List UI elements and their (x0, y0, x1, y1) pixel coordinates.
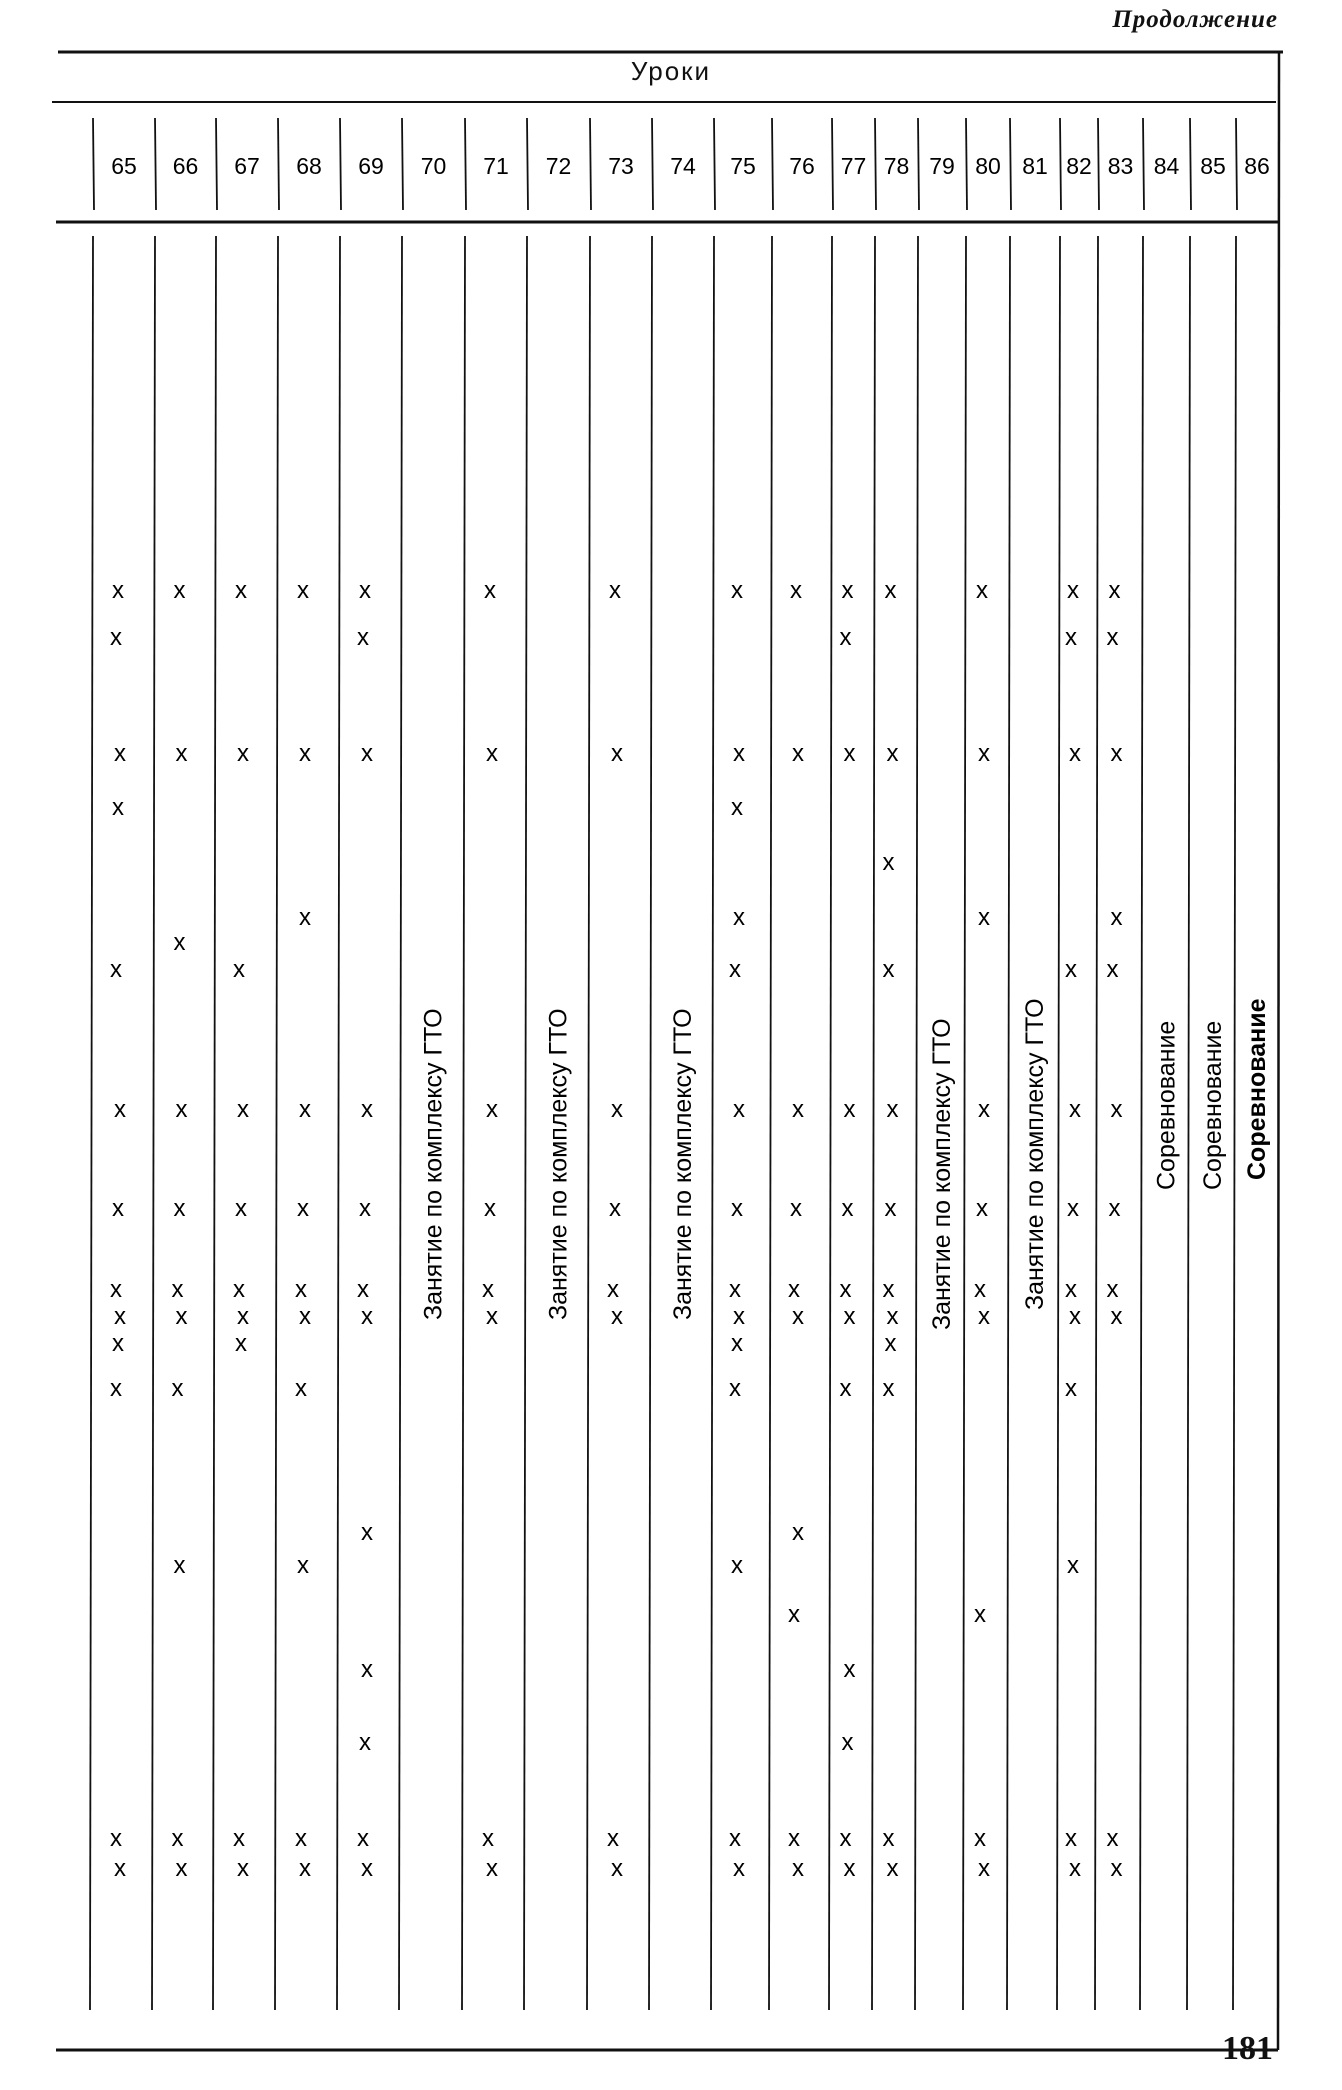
cell-mark: x (839, 624, 852, 651)
cell-mark: x (733, 1096, 745, 1123)
lesson-number-81: 81 (1022, 153, 1048, 179)
cell-mark: x (1065, 1276, 1077, 1303)
cell-mark: x (235, 1330, 247, 1357)
cell-mark: x (607, 1276, 619, 1303)
cell-mark: x (886, 1303, 899, 1330)
cell-mark: x (884, 1330, 897, 1357)
cell-mark: x (733, 904, 745, 931)
cell-mark: x (1065, 956, 1077, 983)
cell-mark: x (114, 1096, 126, 1123)
cell-mark: x (361, 1519, 373, 1546)
cell-mark: x (110, 1276, 122, 1303)
cell-mark: x (295, 1276, 307, 1303)
column-rule (399, 236, 402, 2010)
header-column-rule (93, 118, 94, 210)
cell-mark: x (1065, 624, 1077, 651)
cell-mark: x (1067, 1552, 1079, 1579)
cell-mark: x (978, 740, 990, 767)
cell-mark: x (110, 1375, 122, 1402)
lesson-number-79: 79 (929, 153, 955, 179)
cell-mark: x (173, 1552, 186, 1579)
cell-mark: x (788, 1825, 800, 1852)
cell-mark: x (1069, 1303, 1081, 1330)
lesson-number-85: 85 (1200, 153, 1226, 179)
cell-mark: x (790, 1195, 802, 1222)
header-column-rule (1098, 118, 1099, 210)
column-rule (1140, 236, 1143, 2010)
cell-mark: x (731, 794, 743, 821)
cell-mark: x (173, 1195, 186, 1222)
cell-mark: x (1069, 1096, 1081, 1123)
header-column-rule (652, 118, 653, 210)
cell-mark: x (235, 577, 247, 604)
cell-mark: x (843, 1656, 856, 1683)
cell-mark: x (731, 1552, 743, 1579)
cell-mark: x (112, 1195, 124, 1222)
cell-mark: x (486, 1855, 498, 1882)
cell-mark: x (1106, 624, 1119, 651)
column-rule (769, 236, 772, 2010)
cell-mark: x (173, 929, 186, 956)
page-number: 181 (1222, 2030, 1273, 2067)
cell-mark: x (733, 740, 745, 767)
column-rule (462, 236, 465, 2010)
cell-mark: x (361, 1855, 373, 1882)
lesson-number-66: 66 (172, 153, 199, 179)
cell-mark: x (792, 1096, 804, 1123)
lesson-number-67: 67 (234, 153, 260, 179)
cell-mark: x (361, 740, 373, 767)
cell-mark: x (882, 1276, 895, 1303)
cell-mark: x (295, 1825, 307, 1852)
cell-mark: x (733, 1303, 745, 1330)
cell-mark: x (609, 577, 621, 604)
column-rule (711, 236, 714, 2010)
cell-mark: x (978, 904, 990, 931)
table-title: Уроки (630, 56, 712, 86)
cell-mark: x (233, 1276, 245, 1303)
cell-mark: x (175, 1096, 188, 1123)
cell-mark: x (976, 1195, 988, 1222)
lesson-number-80: 80 (975, 153, 1001, 179)
cell-mark: x (359, 577, 371, 604)
column-rule (829, 236, 832, 2010)
cell-mark: x (361, 1096, 373, 1123)
cell-mark: x (299, 1855, 311, 1882)
cell-mark: x (112, 577, 124, 604)
cell-mark: x (839, 1276, 852, 1303)
cell-mark: x (297, 1552, 309, 1579)
cell-mark: x (357, 624, 369, 651)
cell-mark: x (1110, 1303, 1123, 1330)
lesson-number-65: 65 (111, 153, 137, 179)
column-rule (587, 236, 590, 2010)
cell-mark: x (175, 1855, 188, 1882)
cell-mark: x (235, 1195, 247, 1222)
cell-mark: x (295, 1375, 307, 1402)
vertical-note-79: Занятие по комплексу ГТО (928, 1018, 956, 1330)
lesson-number-78: 78 (883, 153, 910, 179)
cell-mark: x (486, 1096, 498, 1123)
cell-mark: x (882, 1825, 895, 1852)
column-rule (1007, 236, 1010, 2010)
cell-mark: x (361, 1303, 373, 1330)
lesson-number-76: 76 (789, 153, 815, 179)
cell-mark: x (112, 1330, 124, 1357)
cell-mark: x (607, 1825, 619, 1852)
header-column-rule (340, 118, 341, 210)
cell-mark: x (175, 1303, 188, 1330)
cell-mark: x (788, 1276, 800, 1303)
cell-mark: x (299, 1303, 311, 1330)
cell-mark: x (974, 1276, 986, 1303)
cell-mark: x (173, 577, 186, 604)
header-column-rule (875, 118, 876, 210)
cell-mark: x (1067, 577, 1079, 604)
cell-mark: x (729, 1825, 741, 1852)
cell-mark: x (1106, 1276, 1119, 1303)
cell-mark: x (114, 1303, 126, 1330)
vertical-note-70: Занятие по комплексу ГТО (419, 1008, 448, 1320)
header-column-rule (465, 118, 466, 210)
cell-mark: x (233, 1825, 245, 1852)
cell-mark: x (110, 956, 122, 983)
cell-mark: x (978, 1096, 990, 1123)
header-column-rule (966, 118, 967, 210)
cell-mark: x (110, 1825, 122, 1852)
cell-mark: x (171, 1825, 184, 1852)
cell-mark: x (792, 1855, 804, 1882)
cell-mark: x (792, 1303, 804, 1330)
cell-mark: x (611, 1303, 623, 1330)
column-rule (1233, 236, 1236, 2010)
cell-mark: x (484, 1195, 496, 1222)
header-column-rule (590, 118, 591, 210)
column-rule (649, 236, 652, 2010)
lesson-number-83: 83 (1107, 153, 1134, 179)
cell-mark: x (729, 956, 741, 983)
column-rule (1057, 236, 1060, 2010)
cell-mark: x (357, 1276, 369, 1303)
cell-mark: x (299, 1096, 311, 1123)
cell-mark: x (611, 1096, 623, 1123)
cell-mark: x (609, 1195, 621, 1222)
cell-mark: x (171, 1276, 184, 1303)
cell-mark: x (112, 794, 124, 821)
header-column-rule (278, 118, 279, 210)
column-rule (1187, 236, 1190, 2010)
cell-mark: x (1106, 956, 1119, 983)
lesson-number-69: 69 (358, 153, 384, 179)
cell-mark: x (841, 577, 854, 604)
header-column-rule (1060, 118, 1061, 210)
cell-mark: x (882, 1375, 895, 1402)
vertical-note-84: Соревнование (1152, 1020, 1181, 1190)
lesson-number-70: 70 (420, 153, 447, 179)
cell-mark: x (843, 1855, 856, 1882)
cell-mark: x (841, 1195, 854, 1222)
cell-mark: x (297, 1195, 309, 1222)
cell-mark: x (237, 740, 249, 767)
column-rule (915, 236, 918, 2010)
column-rule (152, 236, 155, 2010)
lesson-number-72: 72 (545, 153, 572, 179)
cell-mark: x (843, 1303, 856, 1330)
cell-mark: x (233, 956, 245, 983)
lesson-number-73: 73 (608, 153, 634, 179)
cell-mark: x (792, 1519, 804, 1546)
cell-mark: x (237, 1303, 249, 1330)
cell-mark: x (1108, 1195, 1121, 1222)
header-column-rule (527, 118, 528, 210)
cell-mark: x (1065, 1375, 1077, 1402)
cell-mark: x (839, 1825, 852, 1852)
cell-mark: x (976, 577, 988, 604)
column-rule (872, 236, 875, 2010)
cell-mark: x (1069, 1855, 1081, 1882)
cell-mark: x (486, 1303, 498, 1330)
cell-mark: x (359, 1195, 371, 1222)
cell-mark: x (974, 1601, 986, 1628)
header-column-rule (1190, 118, 1191, 210)
cell-mark: x (978, 1303, 990, 1330)
vertical-note-85: Соревнование (1199, 1020, 1227, 1190)
cell-mark: x (974, 1825, 986, 1852)
lesson-number-86: 86 (1244, 153, 1270, 179)
cell-mark: x (792, 740, 804, 767)
cell-mark: x (788, 1601, 800, 1628)
lesson-number-74: 74 (670, 153, 696, 179)
header-column-rule (216, 118, 217, 210)
cell-mark: x (486, 740, 498, 767)
cell-mark: x (886, 1855, 899, 1882)
header-column-rule (832, 118, 833, 210)
lesson-number-68: 68 (296, 153, 322, 179)
cell-mark: x (884, 1195, 897, 1222)
column-rule (963, 236, 966, 2010)
cell-mark: x (790, 577, 802, 604)
cell-mark: x (237, 1855, 249, 1882)
vertical-note-74: Занятие по комплексу ГТО (669, 1008, 697, 1320)
cell-mark: x (1110, 740, 1123, 767)
cell-mark: x (175, 740, 188, 767)
cell-mark: x (114, 740, 126, 767)
cell-mark: x (1065, 1825, 1077, 1852)
cell-mark: x (841, 1729, 854, 1756)
column-rule (275, 236, 278, 2010)
cell-mark: x (729, 1276, 741, 1303)
cell-mark: x (1108, 577, 1121, 604)
cell-mark: x (882, 956, 895, 983)
cell-mark: x (1110, 1855, 1123, 1882)
border-right (1278, 52, 1279, 2050)
header-column-rule (714, 118, 715, 210)
cell-mark: x (1067, 1195, 1079, 1222)
header-column-rule (772, 118, 773, 210)
continuation-label: Продолжение (1112, 6, 1278, 33)
column-rule (213, 236, 216, 2010)
cell-mark: x (1110, 1096, 1123, 1123)
column-rule (1095, 236, 1098, 2010)
cell-mark: x (611, 1855, 623, 1882)
column-rule (337, 236, 340, 2010)
cell-mark: x (482, 1276, 494, 1303)
cell-mark: x (731, 1330, 743, 1357)
header-column-rule (1143, 118, 1144, 210)
cell-mark: x (299, 904, 311, 931)
lesson-number-77: 77 (840, 153, 867, 179)
lesson-number-71: 71 (483, 153, 509, 179)
cell-mark: x (733, 1855, 745, 1882)
cell-mark: x (731, 577, 743, 604)
cell-mark: x (843, 1096, 856, 1123)
cell-mark: x (882, 849, 895, 876)
cell-mark: x (361, 1656, 373, 1683)
cell-mark: x (886, 1096, 899, 1123)
cell-mark: x (482, 1825, 494, 1852)
cell-mark: x (359, 1729, 371, 1756)
lesson-number-75: 75 (730, 153, 756, 179)
cell-mark: x (1106, 1825, 1119, 1852)
cell-mark: x (237, 1096, 249, 1123)
cell-mark: x (886, 740, 899, 767)
cell-mark: x (1110, 904, 1123, 931)
cell-mark: x (611, 740, 623, 767)
header-column-rule (918, 118, 919, 210)
lesson-number-84: 84 (1153, 153, 1180, 179)
cell-mark: x (297, 577, 309, 604)
lesson-number-82: 82 (1066, 153, 1092, 179)
vertical-note-86: Соревнование (1243, 998, 1271, 1180)
cell-mark: x (1069, 740, 1081, 767)
cell-mark: x (484, 577, 496, 604)
cell-mark: x (731, 1195, 743, 1222)
cell-mark: x (843, 740, 856, 767)
cell-mark: x (839, 1375, 852, 1402)
vertical-note-81: Занятие по комплексу ГТО (1021, 998, 1049, 1310)
cell-mark: x (110, 624, 122, 651)
header-column-rule (1010, 118, 1011, 210)
cell-mark: x (978, 1855, 990, 1882)
cell-mark: x (299, 740, 311, 767)
header-column-rule (1236, 118, 1237, 210)
cell-mark: x (884, 577, 897, 604)
header-column-rule (402, 118, 403, 210)
cell-mark: x (357, 1825, 369, 1852)
vertical-note-72: Занятие по комплексу ГТО (544, 1008, 573, 1320)
cell-mark: x (114, 1855, 126, 1882)
header-column-rule (155, 118, 156, 210)
column-rule (524, 236, 527, 2010)
cell-mark: x (729, 1375, 741, 1402)
cell-mark: x (171, 1375, 184, 1402)
column-rule (90, 236, 93, 2010)
